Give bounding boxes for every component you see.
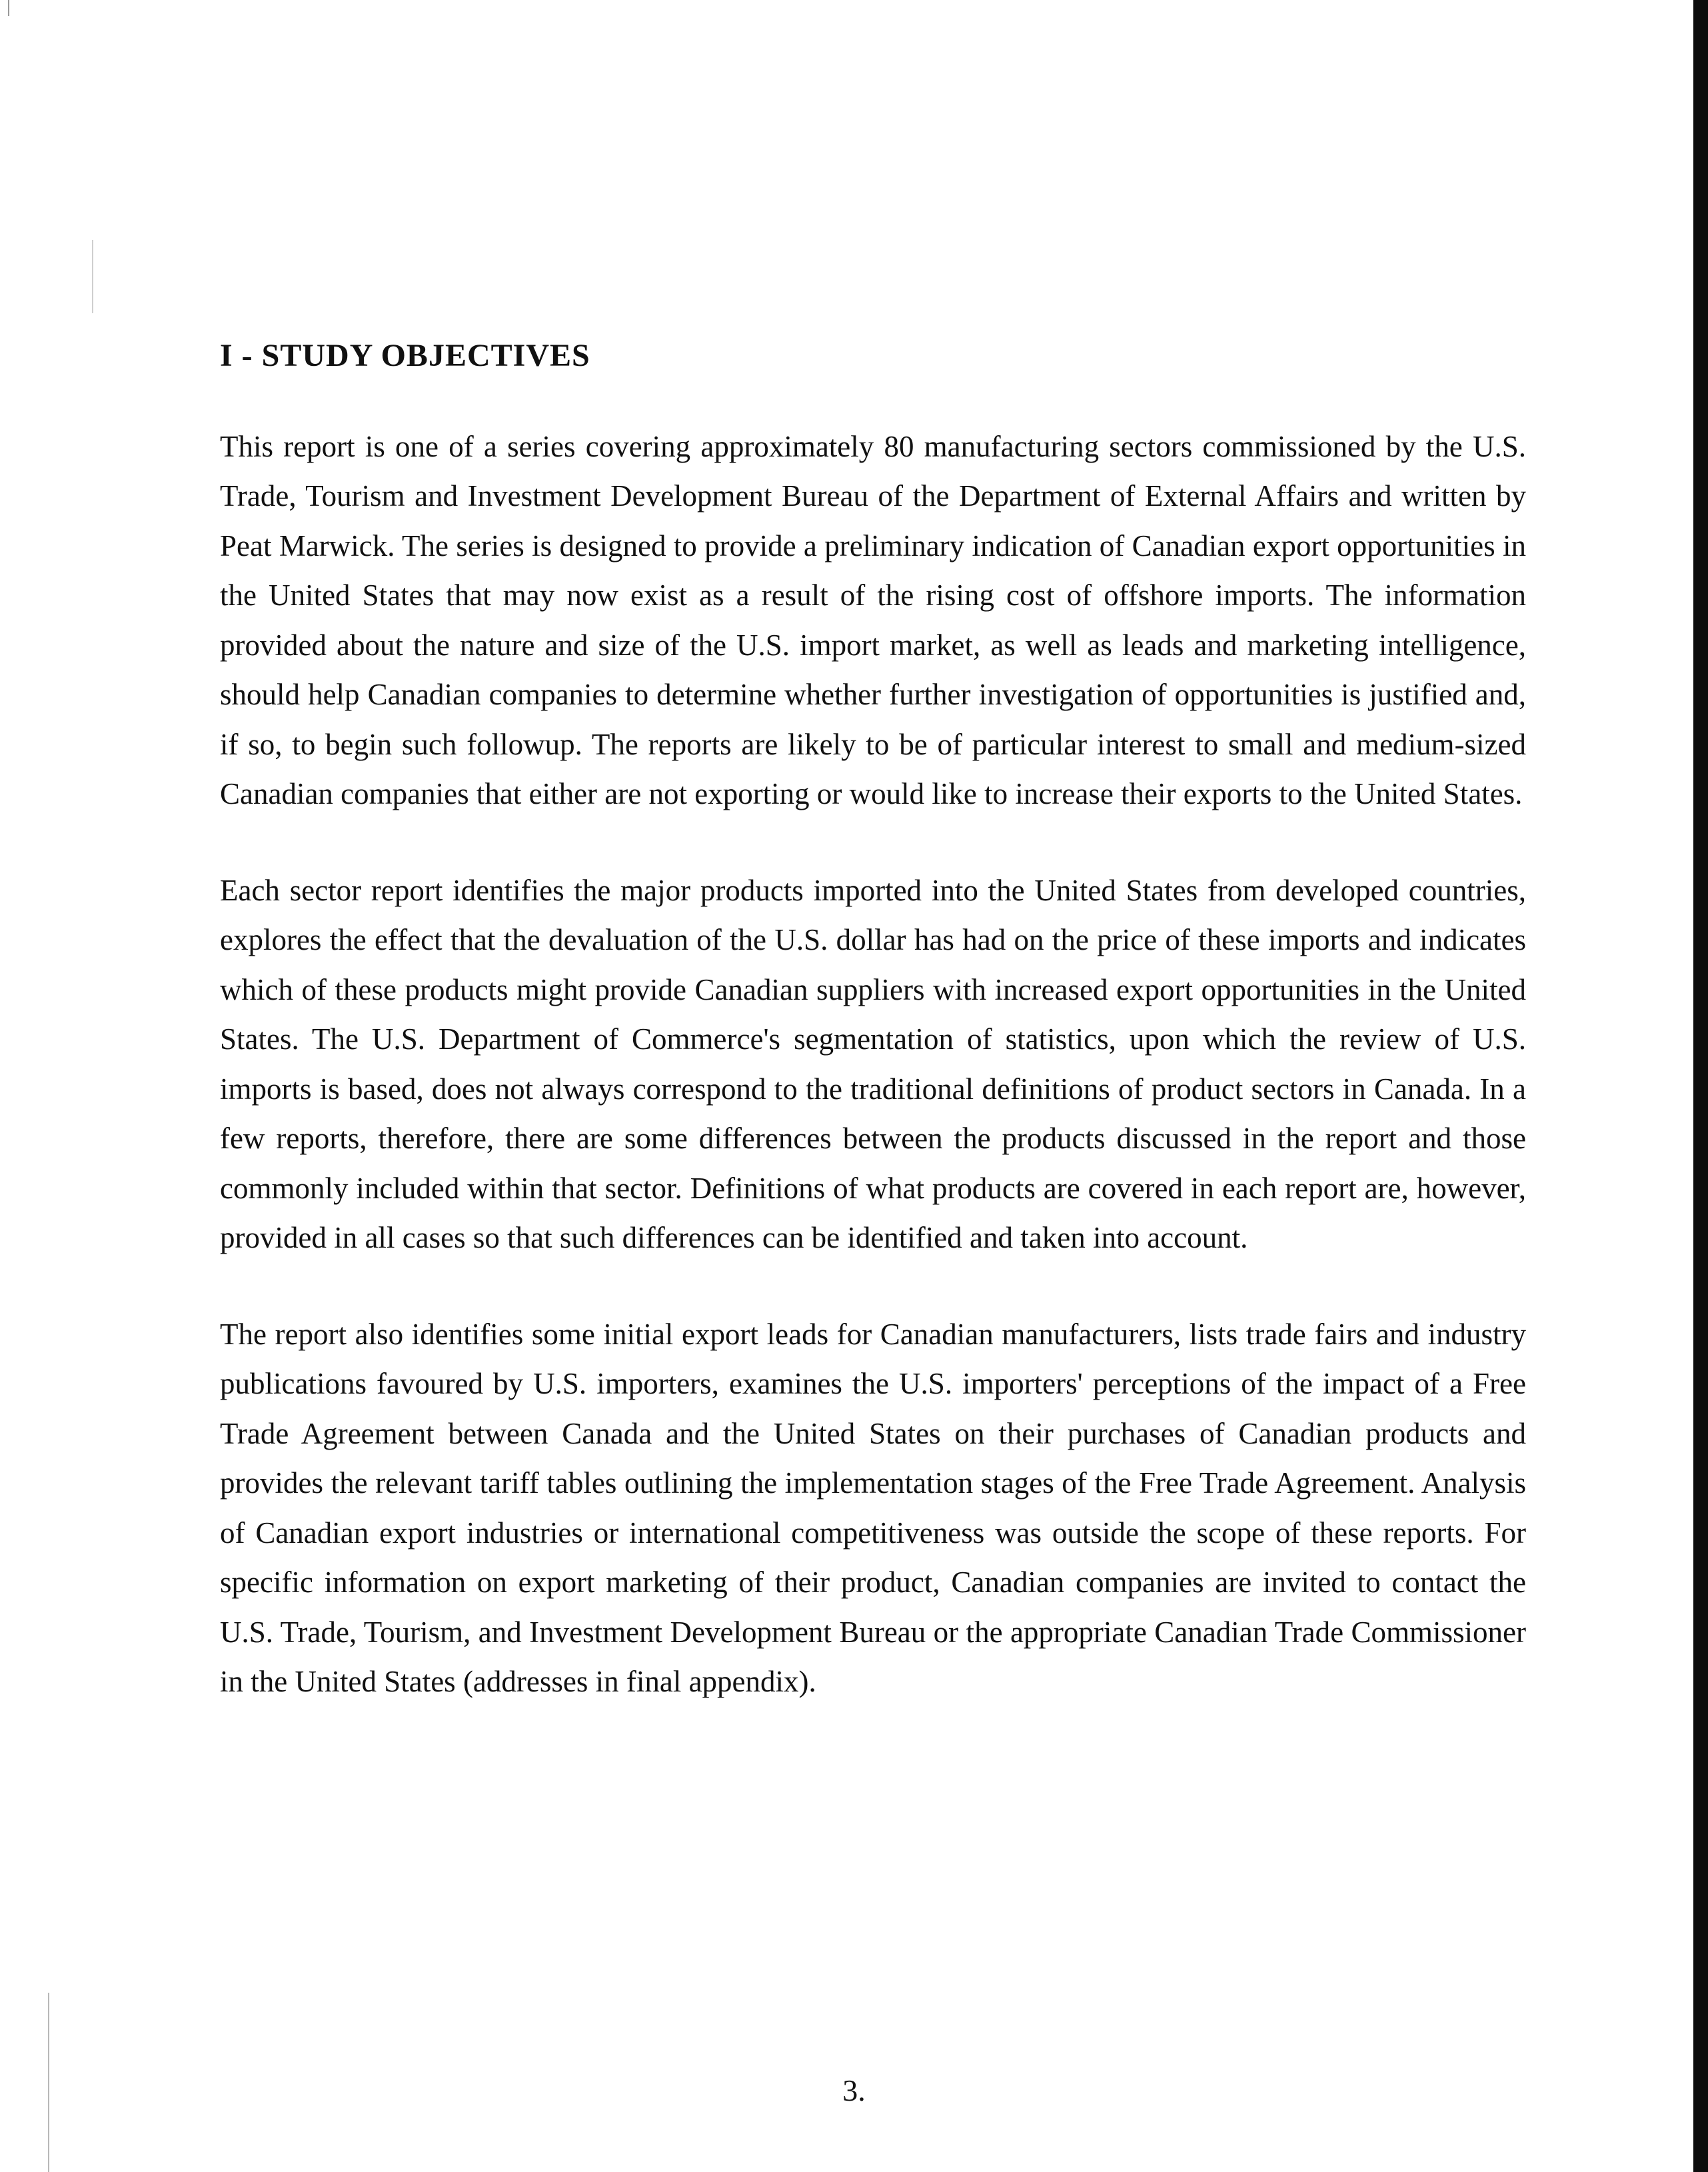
scan-mark xyxy=(8,0,9,16)
section-heading: I - STUDY OBJECTIVES xyxy=(220,338,590,373)
main-content xyxy=(220,337,1526,1753)
page-number: 3. xyxy=(842,2073,866,2107)
scan-edge-shadow xyxy=(1693,0,1708,2172)
scan-mark xyxy=(92,240,93,313)
paragraph-2: Each sector report identifies the major products imported into the United States from developed countries, explores the effect that the devaluation of the U.S. dollar has had on the price of these imports and indicates which of these products might provide Canadian suppliers with increased export opportunities in the United States. The U.S. Department of Commerce's segmentation of statistics, upon which the review of U.S. imports is based, does not always correspond to the traditional definitions of product sectors in Canada. In a few reports, therefore, there are some differences between the products discussed in the report and those commonly included within that sector. Definitions of what products are covered in each report are, however, provided in all cases so that such differences can be identified and taken into account. xyxy=(220,873,1526,1255)
paragraph-1: This report is one of a series covering approximately 80 manufacturing sectors commissioned by the U.S. Trade, Tourism and Investment Development Bureau of the Department of External Affairs and written by Peat Marwick. The series is designed to provide a preliminary indication of Canadian export opportunities in the United States that may now exist as a result of the rising cost of offshore imports. The information provided about the nature and size of the U.S. import market, as well as leads and marketing intelligence, should help Canadian companies to determine whether further investigation of opportunities is justified and, if so, to begin such followup. The reports are likely to be of particular interest to small and medium-sized Canadian companies that either are not exporting or would like to increase their exports to the United States. xyxy=(220,429,1526,811)
paragraph-3: The report also identifies some initial export leads for Canadian manufacturers, lists trade fairs and industry publications favoured by U.S. importers, examines the U.S. importers' perceptions of the impact of a Free Trade Agreement between Canada and the United States on their purchases of Canadian products and provides the relevant tariff tables outlining the implementation stages of the Free Trade Agreement. Analysis of Canadian export industries or international competitiveness was outside the scope of these reports. For specific information on export marketing of their product, Canadian companies are invited to contact the U.S. Trade, Tourism, and Investment Development Bureau or the appropriate Canadian Trade Commissioner in the United States (addresses in final appendix). xyxy=(220,1317,1526,1699)
